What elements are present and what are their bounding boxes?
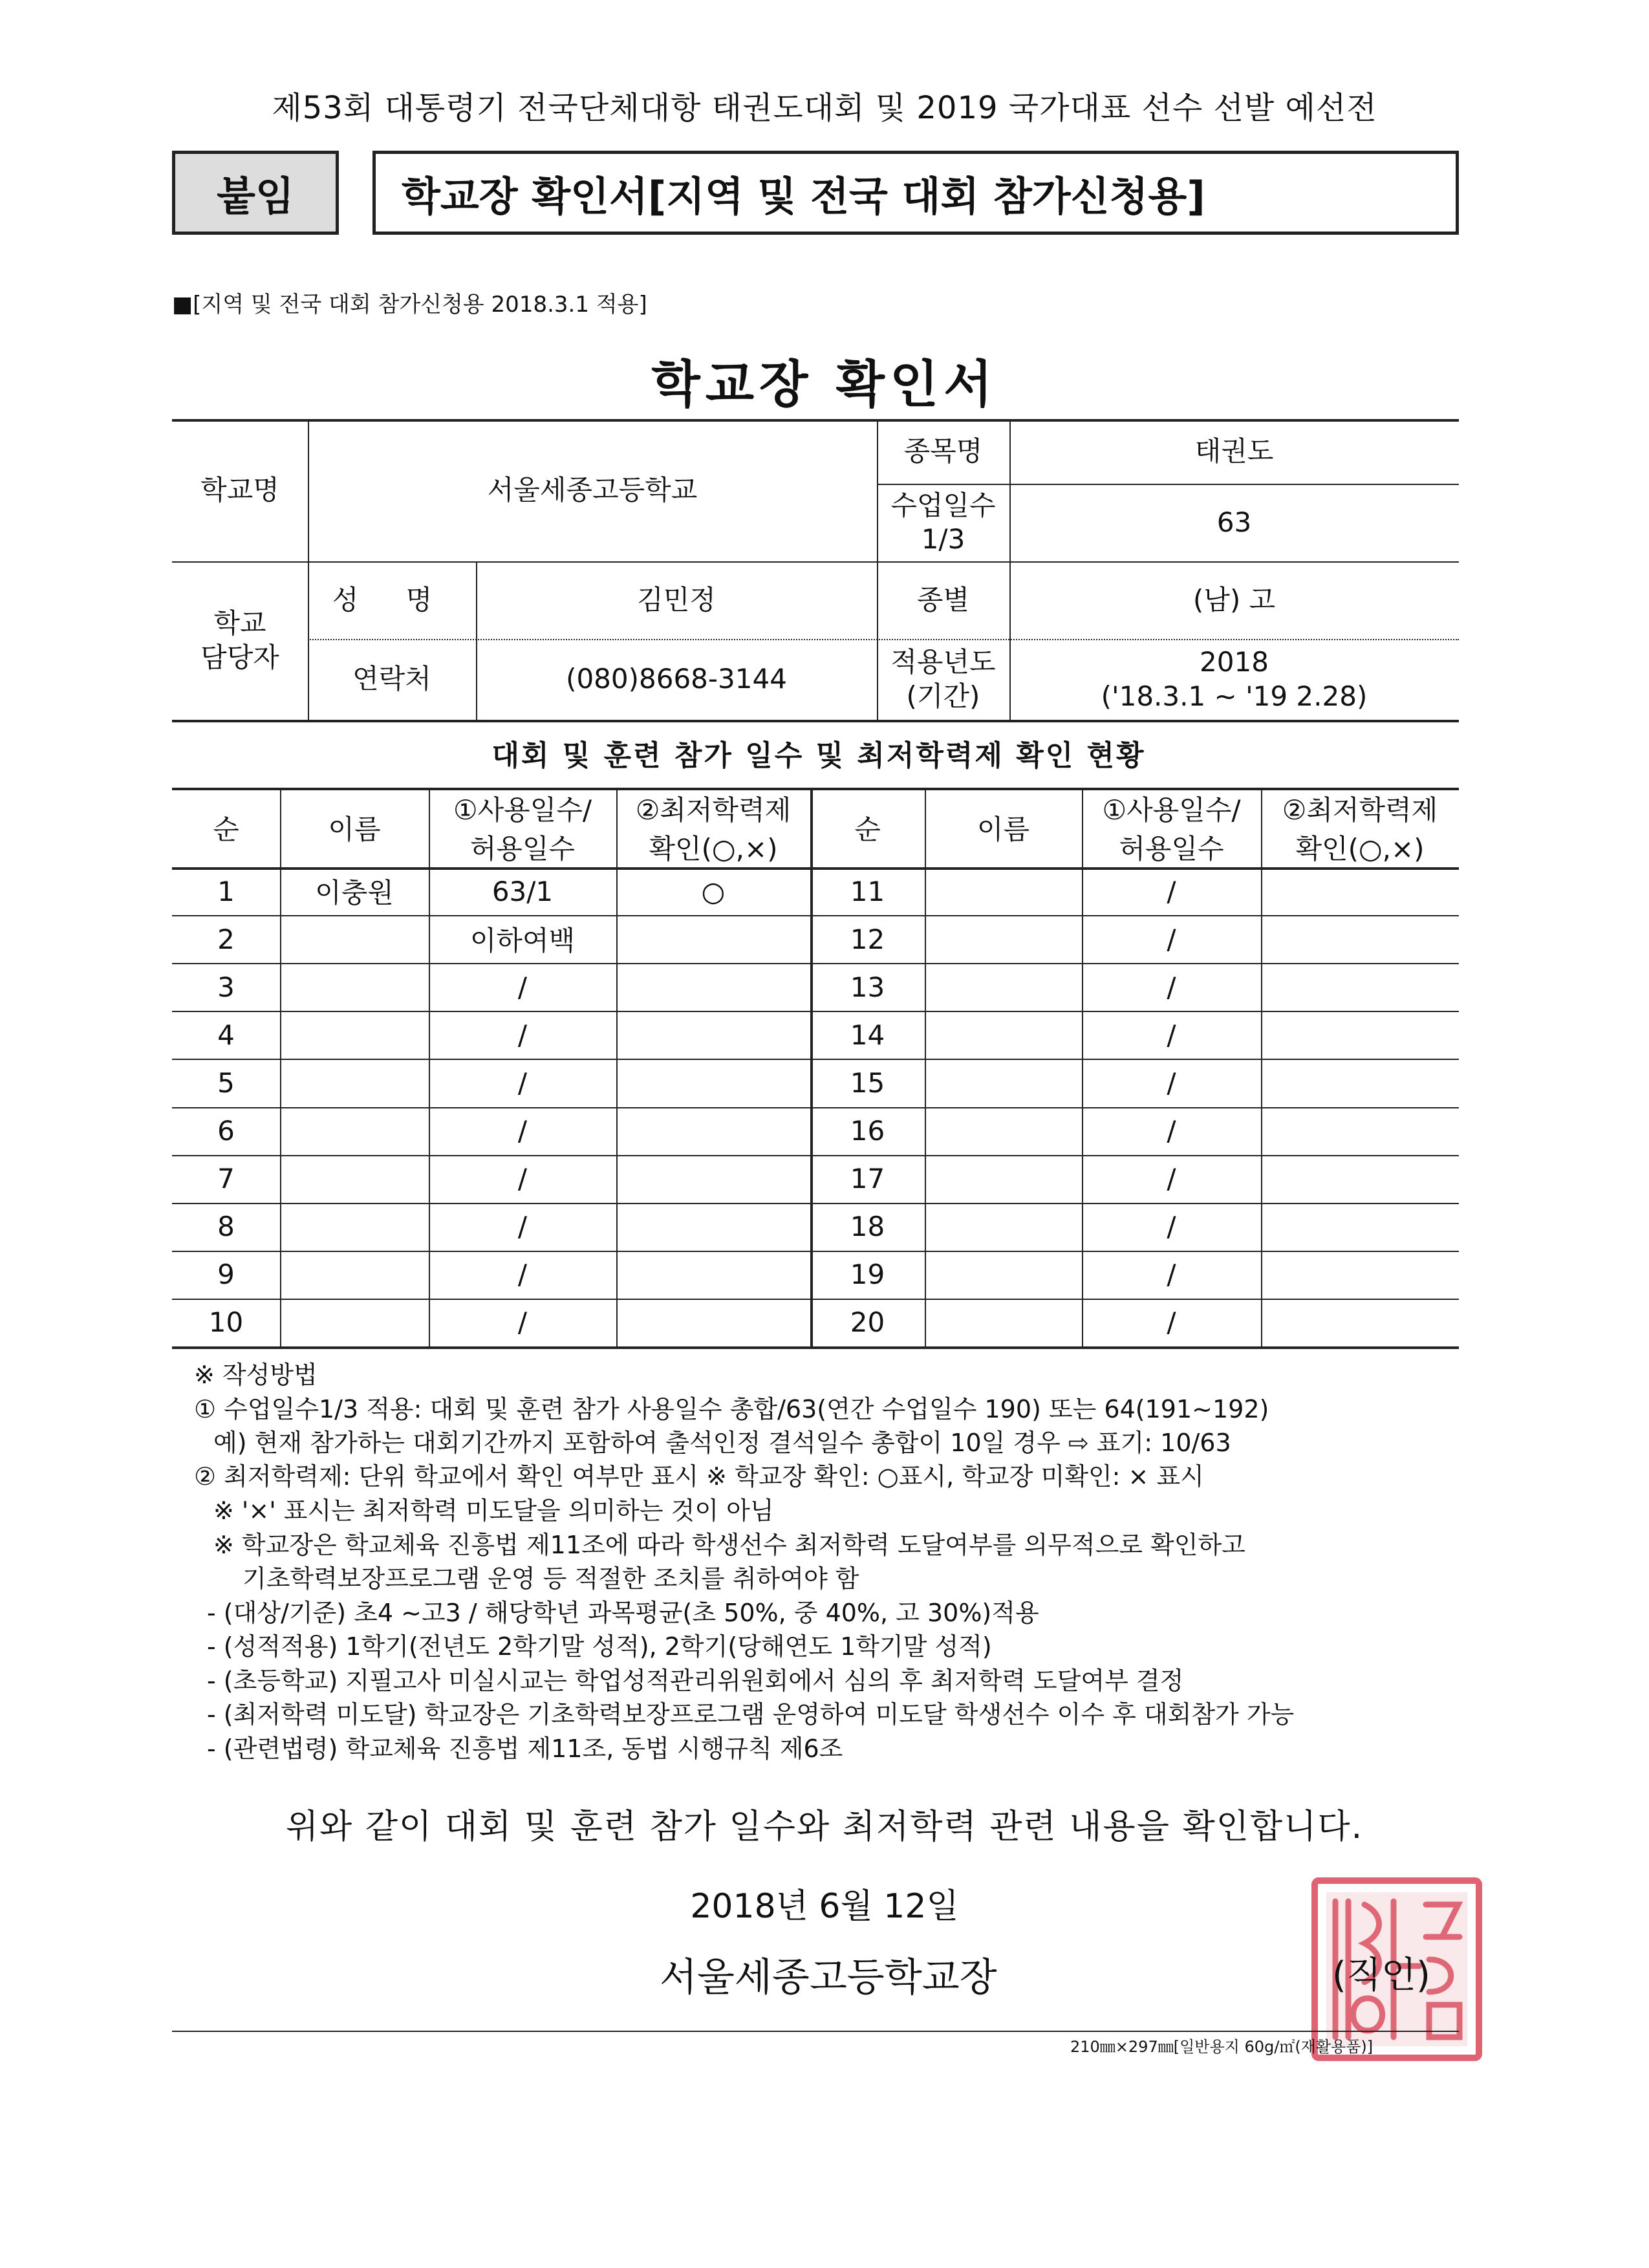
row-left-no: 8 (217, 1211, 235, 1243)
row-right-check (1261, 963, 1459, 1011)
row-left-no: 2 (217, 923, 235, 955)
row-left-days: / (517, 1066, 528, 1099)
year-value-line1: 2018 (1200, 646, 1269, 678)
row-right-check (1261, 1059, 1459, 1107)
issue-date: 2018년 6월 12일 (690, 1887, 959, 1926)
note-line: - (관련법령) 학교체육 진흥법 제11조, 동법 시행규칙 제6조 (207, 1734, 843, 1763)
bottom-rule (172, 2031, 1459, 2032)
row-left-no: 1 (217, 875, 235, 907)
note-line: - (성적적용) 1학기(전년도 2학기말 성적), 2학기(당해연도 1학기말 성적) (207, 1632, 992, 1661)
row-right-days: / (1167, 971, 1176, 1003)
row-left-days: / (517, 1019, 528, 1051)
contact-label: 연락처 (352, 663, 431, 695)
row-left-check (616, 1251, 810, 1299)
apply-note: ■[지역 및 전국 대회 참가신청용 2018.3.1 적용] (172, 292, 647, 318)
header-days-line2: 허용일수 (469, 832, 576, 865)
gender-value: (남) 고 (1192, 583, 1276, 616)
row-right-name (925, 1155, 1082, 1203)
row-right-no: 18 (850, 1211, 885, 1243)
row-right-name (925, 1251, 1082, 1299)
row-left-days: 63/1 (491, 875, 554, 907)
row-left-days: 이하여백 (469, 925, 576, 957)
header-no-right: 순 (854, 813, 881, 845)
note-line: - (초등학교) 지필고사 미실시교는 학업성적관리위원회에서 심의 후 최저학력 도달여부 결정 (207, 1667, 1184, 1695)
row-left-days: / (517, 1115, 528, 1147)
row-left-name (280, 963, 429, 1011)
row-left-name (280, 915, 429, 963)
paper-spec-note: 210㎜×297㎜[일반용지 60g/㎡(재활용품)] (1070, 2038, 1374, 2056)
row-left-name (280, 1107, 429, 1155)
year-label-line1: 적용년도 (890, 646, 996, 678)
year-value (1009, 639, 1459, 720)
row-right-check (1261, 1203, 1459, 1251)
row-left-name: 이충원 (315, 877, 394, 909)
row-right-days: / (1167, 1163, 1176, 1195)
header-check-left (616, 788, 810, 867)
note-line: 예) 현재 참가하는 대회기간까지 포함하여 출석인정 결석일수 총합이 10일 경우 ⇨ 표기: 10/63 (213, 1429, 1231, 1457)
row-right-check (1261, 1155, 1459, 1203)
row-left-name (280, 1155, 429, 1203)
name-value: 김민정 (637, 583, 716, 616)
row-right-check (1261, 1107, 1459, 1155)
row-right-days: / (1167, 1115, 1176, 1147)
document-title: 학교장 확인서 (651, 356, 998, 414)
contact-value: (080)8668-3144 (566, 663, 787, 695)
row-right-name (925, 1011, 1082, 1059)
row-right-check (1261, 1251, 1459, 1299)
header-check-line1: ②최저학력제 (1282, 794, 1438, 826)
row-left-no: 6 (217, 1115, 235, 1147)
year-label-line2: (기간) (906, 680, 980, 712)
row-right-no: 19 (850, 1258, 885, 1291)
row-left-check (616, 963, 810, 1011)
row-left-check: ○ (701, 875, 726, 907)
row-left-days: / (517, 1211, 528, 1243)
header-days-left (429, 788, 616, 867)
section-title: 대회 및 훈련 참가 일수 및 최저학력제 확인 현황 (491, 739, 1146, 772)
row-right-no: 11 (850, 875, 885, 907)
row-right-no: 20 (850, 1306, 885, 1339)
row-left-no: 10 (208, 1306, 244, 1339)
days-value: 63 (1216, 506, 1252, 538)
row-left-no: 4 (217, 1019, 235, 1051)
header-check-line1: ②최저학력제 (635, 794, 792, 826)
row-right-name (925, 1203, 1082, 1251)
row-left-name (280, 1059, 429, 1107)
row-right-name (925, 915, 1082, 963)
header-name-right: 이름 (976, 813, 1030, 845)
days-label-line2: 1/3 (921, 523, 965, 555)
row-right-days: / (1167, 1066, 1176, 1099)
row-right-no: 15 (850, 1066, 885, 1099)
row-right-name (925, 963, 1082, 1011)
attachment-title: 학교장 확인서[지역 및 전국 대회 참가신청용] (372, 151, 1459, 235)
row-left-check (616, 915, 810, 963)
header-days-right (1082, 788, 1261, 867)
year-label (877, 639, 1009, 720)
header-check-line2: 확인(○,×) (649, 832, 778, 865)
row-right-days: / (1167, 1306, 1176, 1339)
row-left-check (616, 1155, 810, 1203)
row-left-check (616, 1203, 810, 1251)
header-title: 제53회 대통령기 전국단체대항 태권도대회 및 2019 국가대표 선수 선발 예선전 (272, 90, 1377, 126)
row-right-name (925, 1299, 1082, 1346)
days-label-line1: 수업일수 (890, 489, 996, 521)
header-name-left: 이름 (328, 813, 381, 845)
row-right-check (1261, 867, 1459, 915)
row-left-no: 7 (217, 1163, 235, 1195)
manager-label-line1: 학교 (213, 607, 266, 639)
school-name: 서울세종고등학교 (487, 473, 698, 506)
row-left-no: 5 (217, 1066, 235, 1099)
row-right-days: / (1167, 875, 1176, 907)
row-left-check (616, 1107, 810, 1155)
row-right-no: 14 (850, 1019, 885, 1051)
row-left-days: / (517, 1306, 528, 1339)
row-right-no: 17 (850, 1163, 885, 1195)
row-left-check (616, 1059, 810, 1107)
row-right-name (925, 1059, 1082, 1107)
manager-label (172, 561, 308, 720)
row-right-days: / (1167, 1258, 1176, 1291)
row-left-name (280, 1299, 429, 1346)
row-left-check (616, 1299, 810, 1346)
note-line: ※ '×' 표시는 최저학력 미도달을 의미하는 것이 아님 (213, 1496, 774, 1525)
row-right-check (1261, 1011, 1459, 1059)
note-line: 기초학력보장프로그램 운영 등 적절한 조치를 취하여야 함 (242, 1564, 859, 1593)
attachment-badge: 붙임 (172, 151, 339, 235)
row-left-name (280, 1011, 429, 1059)
row-left-days: / (517, 971, 528, 1003)
row-left-no: 9 (217, 1258, 235, 1291)
row-left-no: 3 (217, 971, 235, 1003)
row-right-no: 13 (850, 971, 885, 1003)
header-days-line1: ①사용일수/ (453, 794, 592, 826)
days-label (877, 484, 1009, 561)
header-days-line2: 허용일수 (1119, 832, 1224, 865)
note-line: ※ 작성방법 (194, 1361, 318, 1389)
row-right-days: / (1167, 1211, 1176, 1243)
row-right-no: 16 (850, 1115, 885, 1147)
header-no-left: 순 (213, 813, 239, 845)
header-check-line2: 확인(○,×) (1295, 832, 1425, 865)
name-label: 성 명 (332, 583, 452, 616)
row-right-check (1261, 1299, 1459, 1346)
row-right-no: 12 (850, 923, 885, 955)
row-right-name (925, 1107, 1082, 1155)
seal-label: (직인) (1332, 1954, 1430, 1996)
sport-value: 태권도 (1194, 435, 1274, 467)
manager-label-line2: 담당자 (200, 641, 279, 673)
sport-label: 종목명 (903, 435, 983, 467)
confirm-statement: 위와 같이 대회 및 훈련 참가 일수와 최저학력 관련 내용을 확인합니다. (285, 1808, 1364, 1846)
school-label: 학교명 (200, 473, 279, 506)
note-line: - (최저학력 미도달) 학교장은 기초학력보장프로그램 운영하여 미도달 학생선수 이수 후 대회참가 가능 (207, 1700, 1295, 1729)
note-line: - (대상/기준) 초4 ~고3 / 해당학년 과목평균(초 50%, 중 40%, 고 30%)적용 (207, 1599, 1039, 1627)
header-check-right (1261, 788, 1459, 867)
principal-name: 서울세종고등학교장 (660, 1955, 997, 2000)
header-days-line1: ①사용일수/ (1102, 794, 1241, 826)
row-right-days: / (1167, 923, 1176, 955)
row-left-name (280, 1251, 429, 1299)
note-line: ※ 학교장은 학교체육 진흥법 제11조에 따라 학생선수 최저학력 도달여부를 의무적으로 확인하고 (213, 1531, 1245, 1559)
row-left-check (616, 1011, 810, 1059)
row-left-days: / (517, 1163, 528, 1195)
note-line: ② 최저학력제: 단위 학교에서 확인 여부만 표시 ※ 학교장 확인: ○표시, 학교장 미확인: × 표시 (194, 1462, 1204, 1491)
row-right-days: / (1167, 1019, 1176, 1051)
row-left-days: / (517, 1258, 528, 1291)
year-value-line2: ('18.3.1 ~ '19 2.28) (1101, 680, 1368, 712)
row-right-check (1261, 915, 1459, 963)
row-right-name (925, 867, 1082, 915)
gender-label: 종별 (916, 583, 970, 616)
row-left-name (280, 1203, 429, 1251)
note-line: ① 수업일수1/3 적용: 대회 및 훈련 참가 사용일수 총합/63(연간 수업일수 190) 또는 64(191~192) (194, 1395, 1269, 1423)
